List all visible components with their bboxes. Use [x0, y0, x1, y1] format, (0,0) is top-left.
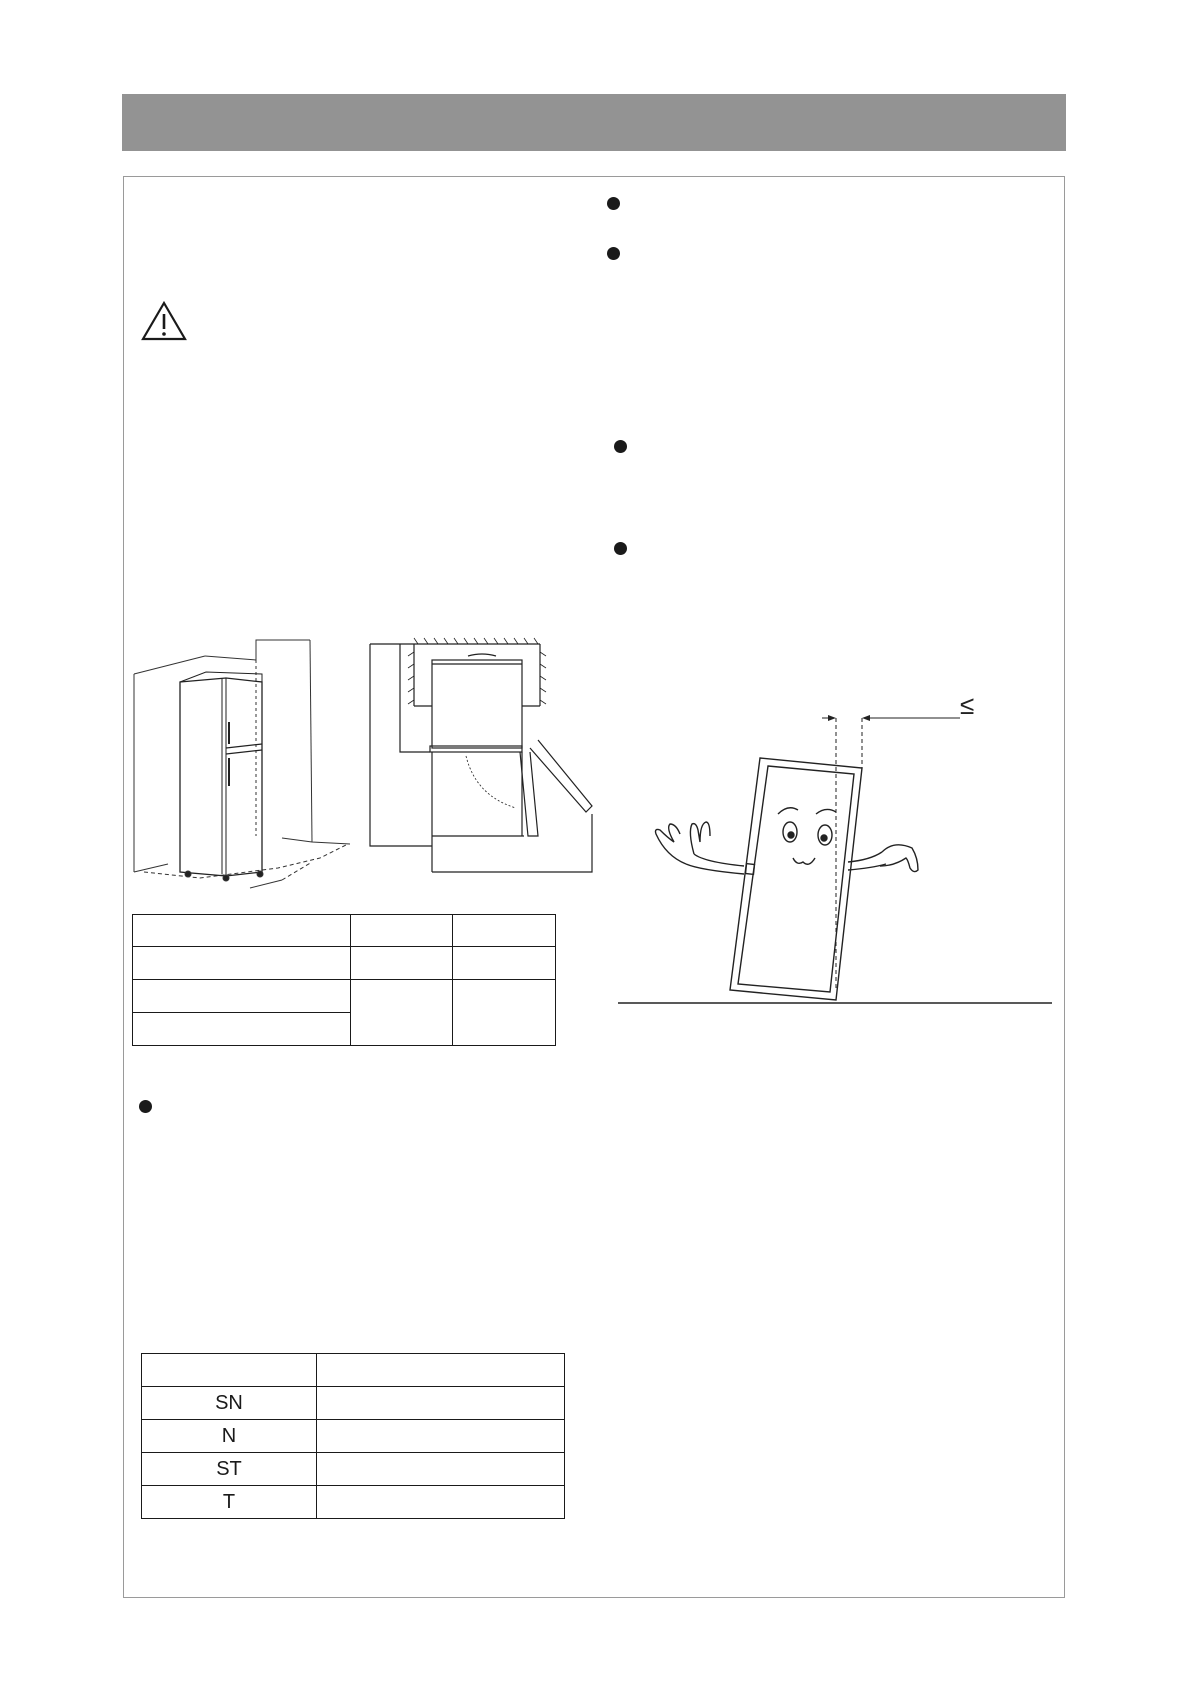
bullet-3: [614, 440, 627, 453]
clearance-table: [132, 914, 556, 1046]
warning-icon: [140, 300, 188, 342]
clearance-cell: [133, 947, 351, 980]
clearance-cell: [133, 980, 351, 1013]
clearance-cell: [453, 980, 556, 1046]
clearance-cell: [350, 915, 453, 947]
climate-class-cell: ST: [142, 1453, 317, 1486]
fridge-tilt-illustration: [610, 690, 1060, 1010]
climate-range-cell: [317, 1486, 565, 1519]
fridge-installation-illustration: [130, 636, 352, 896]
bullet-5: [139, 1100, 152, 1113]
climate-class-cell: [142, 1354, 317, 1387]
climate-range-cell: [317, 1420, 565, 1453]
climate-range-cell: [317, 1354, 565, 1387]
tilt-symbol: ≤: [960, 690, 975, 720]
bullet-2: [607, 247, 620, 260]
clearance-cell: [453, 947, 556, 980]
bullet-4: [614, 542, 627, 555]
climate-range-cell: [317, 1453, 565, 1486]
door-clearance-diagram: [362, 636, 598, 876]
section-header-bar: [122, 94, 1066, 151]
climate-range-cell: [317, 1387, 565, 1420]
climate-class-cell: N: [142, 1420, 317, 1453]
clearance-cell: [133, 1013, 351, 1046]
clearance-cell: [133, 915, 351, 947]
clearance-cell: [453, 915, 556, 947]
climate-class-cell: T: [142, 1486, 317, 1519]
clearance-cell: [350, 980, 453, 1046]
clearance-cell: [350, 947, 453, 980]
bullet-1: [607, 197, 620, 210]
climate-class-table: [141, 1353, 565, 1519]
climate-class-cell: SN: [142, 1387, 317, 1420]
